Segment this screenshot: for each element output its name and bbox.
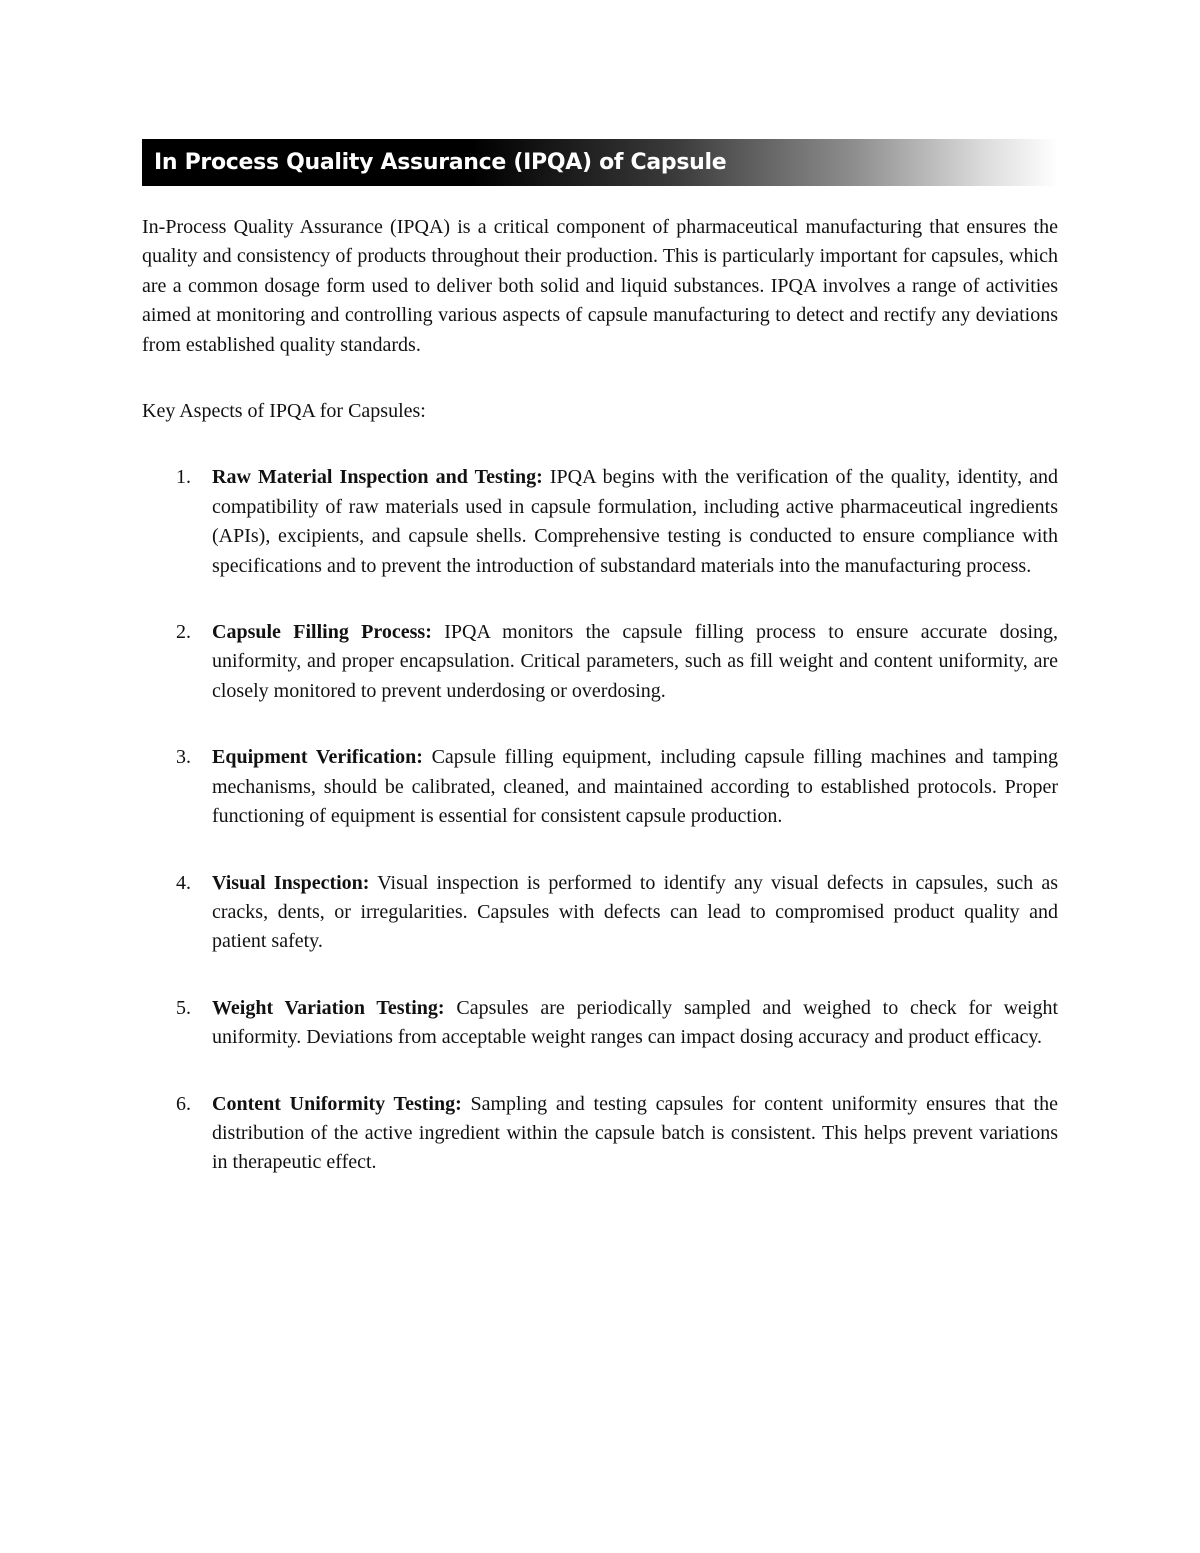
item-heading: Weight Variation Testing: (212, 996, 445, 1019)
key-aspects-heading: Key Aspects of IPQA for Capsules: (142, 400, 426, 423)
document-page (142, 139, 1058, 1215)
list-item (142, 869, 1058, 957)
item-body (212, 463, 1058, 581)
item-heading: Capsule Filling Process: (212, 621, 432, 644)
item-body (212, 869, 1058, 957)
item-heading: Visual Inspection: (212, 871, 370, 894)
item-body (212, 743, 1058, 831)
item-body (212, 994, 1058, 1053)
item-text: Visual inspection is performed to identify any visual defects in capsules, such as cracks, dents, or irregularities. Capsules with defects can lead to compromised product quality and patient safety. (212, 871, 1058, 953)
list-item (142, 1090, 1058, 1178)
item-number: 3. (176, 746, 191, 769)
item-heading: Content Uniformity Testing: (212, 1092, 462, 1115)
list-item (142, 994, 1058, 1053)
item-number: 4. (176, 871, 191, 894)
item-number: 2. (176, 621, 191, 644)
key-aspects-list (142, 463, 1058, 1177)
item-text: Sampling and testing capsules for content uniformity ensures that the distribution of the active ingredient within the capsule batch is consistent. This helps prevent variations in therapeutic effect. (212, 1092, 1058, 1174)
item-text: IPQA monitors the capsule filling process to ensure accurate dosing, uniformity, and proper encapsulation. Critical parameters, such as fill weight and content uniformity, are closely monitored to prevent underdosing or overdosing. (212, 621, 1059, 702)
item-number: 1. (176, 466, 191, 489)
item-body (212, 1090, 1058, 1178)
item-number: 6. (176, 1092, 191, 1115)
list-item (142, 463, 1058, 581)
item-text: Capsule filling equipment, including capsule filling machines and tamping mechanisms, should be calibrated, cleaned, and maintained according to established protocols. Proper functioning of equipment is essential for consistent capsule production. (212, 746, 1058, 828)
item-body (212, 618, 1058, 706)
item-number: 5. (176, 996, 191, 1019)
document-title: In Process Quality Assurance (IPQA) of Capsule (154, 150, 727, 175)
list-item (142, 618, 1058, 706)
item-text: Capsules are periodically sampled and weighed to check for weight uniformity. Deviations from acceptable weight ranges can impact dosing accuracy and product efficacy. (212, 996, 1059, 1049)
item-text: IPQA begins with the verification of the quality, identity, and compatibility of raw materials used in capsule formulation, including active pharmaceutical ingredients (APIs), excipients, and capsule shells. Comprehensive testing is conducted to ensure compliance with specifications and to prevent the introduction of substandard materials into the manufacturing process. (212, 466, 1059, 577)
item-heading: Equipment Verification: (212, 746, 423, 769)
list-item (142, 743, 1058, 831)
item-heading: Raw Material Inspection and Testing: (212, 466, 543, 489)
title-banner (142, 139, 1058, 186)
intro-paragraph: In-Process Quality Assurance (IPQA) is a critical component of pharmaceutical manufacturing that ensures the quality and consistency of products throughout their production. This is particularly important for capsules, which are a common dosage form used to deliver both solid and liquid substances. IPQA involves a range of activities aimed at monitoring and controlling various aspects of capsule manufacturing to detect and rectify any deviations from established quality standards. (142, 216, 1058, 356)
